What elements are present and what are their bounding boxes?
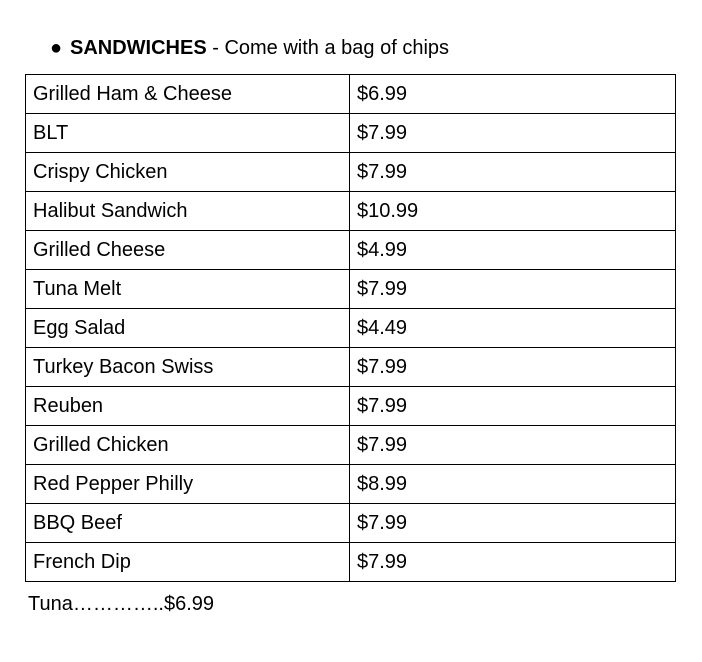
- table-row: [26, 426, 676, 465]
- table-row: [26, 309, 676, 348]
- item-name: Reuben: [26, 387, 350, 426]
- item-price: $7.99: [350, 114, 676, 153]
- table-row: [26, 504, 676, 543]
- item-price: $7.99: [350, 504, 676, 543]
- item-name: Turkey Bacon Swiss: [26, 348, 350, 387]
- table-row: [26, 387, 676, 426]
- table-row: [26, 543, 676, 582]
- section-heading: [50, 34, 449, 62]
- table-row: [26, 231, 676, 270]
- section-subtitle: - Come with a bag of chips: [206, 37, 450, 59]
- item-price: $7.99: [350, 153, 676, 192]
- item-price: $4.49: [350, 309, 676, 348]
- item-name: French Dip: [26, 543, 350, 582]
- table-row: [26, 114, 676, 153]
- item-name: Grilled Ham & Cheese: [26, 75, 350, 114]
- item-price: $10.99: [350, 192, 676, 231]
- item-name: Grilled Cheese: [26, 231, 350, 270]
- item-price: $7.99: [350, 543, 676, 582]
- table-row: [26, 75, 676, 114]
- sandwich-price-table: [25, 74, 676, 582]
- item-price: $4.99: [350, 231, 676, 270]
- item-price: $7.99: [350, 387, 676, 426]
- item-name: BLT: [26, 114, 350, 153]
- item-name: Red Pepper Philly: [26, 465, 350, 504]
- item-name: Halibut Sandwich: [26, 192, 350, 231]
- table-row: [26, 348, 676, 387]
- item-name: Crispy Chicken: [26, 153, 350, 192]
- bullet-icon: ●: [50, 37, 63, 59]
- item-price: $7.99: [350, 426, 676, 465]
- table-row: [26, 192, 676, 231]
- item-price: $7.99: [350, 348, 676, 387]
- section-title: SANDWICHES: [70, 37, 207, 59]
- item-name: Grilled Chicken: [26, 426, 350, 465]
- table-row: [26, 153, 676, 192]
- item-price: $8.99: [350, 465, 676, 504]
- item-price: $7.99: [350, 270, 676, 309]
- item-price: $6.99: [350, 75, 676, 114]
- tuna-price-line: Tuna…………..$6.99: [28, 593, 215, 615]
- table-row: [26, 270, 676, 309]
- item-name: Tuna Melt: [26, 270, 350, 309]
- table-row: [26, 465, 676, 504]
- item-name: BBQ Beef: [26, 504, 350, 543]
- item-name: Egg Salad: [26, 309, 350, 348]
